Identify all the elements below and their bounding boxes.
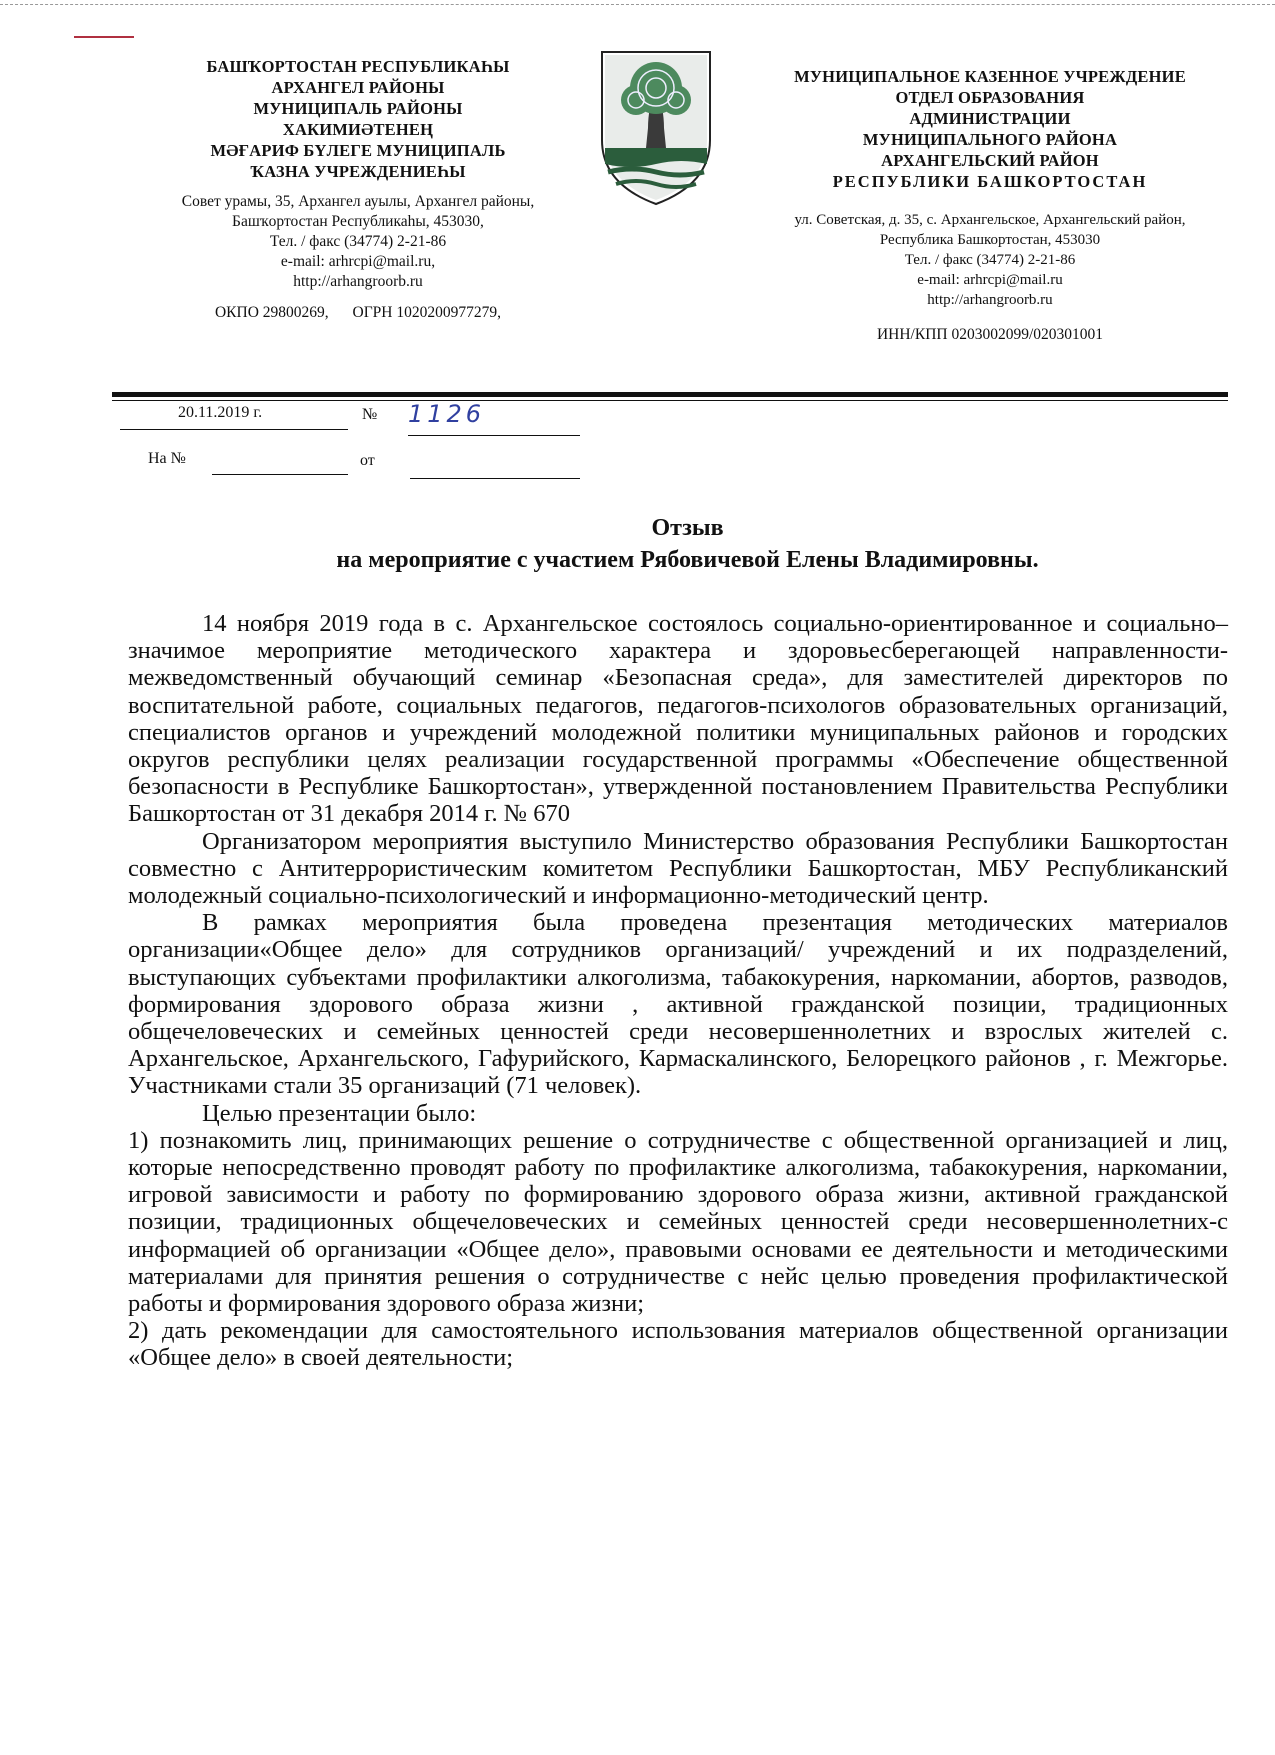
header-left-name-line: ХАКИМИӘТЕНЕҢ — [282, 120, 434, 139]
header-right-address-line: ул. Советская, д. 35, с. Архангельское, Архангельский район, — [794, 212, 1186, 228]
body-paragraph: В рамках мероприятия была проведена презентация методических материалов организации«Общее дело» для сотрудников организаций/ учреждений и их подразделений, выступающих субъектами профилактики алкоголизма, табакокурения, наркомании, абортов, разводов, формирования здорового образа жизни , активной гражданской позиции, традиционных общечеловеческих и семейных ценностей среди несовершеннолетних и взрослых жителей с. Архангельское, Архангельского, Гафурийского, Кармаскалинского, Белорецкого районов , г. Межгорье. Участниками стали 35 организаций (71 человек). — [128, 909, 1228, 1100]
reply-to-number-label: На № — [148, 450, 186, 467]
header-left-name-line: БАШҠОРТОСТАН РЕСПУБЛИКАҺЫ — [206, 57, 510, 76]
header-left-address — [128, 192, 588, 292]
document-title — [150, 512, 1225, 576]
header-separator-thick — [112, 392, 1228, 397]
body-paragraph: 14 ноября 2019 года в с. Архангельское состоялось социально-ориентированное и социально–значимое мероприятие методического характера и здоровьесберегающей направленности-межведомственный обучающий семинар «Безопасная среда», для заместителей директоров по воспитательной работе, социальных педагогов, педагогов-психологов образовательных организаций, специалистов органов и учреждений молодежной политики муниципальных районов и городских округов республики целях реализации государственной программы «Обеспечение общественной безопасности в Республике Башкортостан», утвержденной постановлением Правительства Республики Башкортостан от 31 декабря 2014 г. № 670 — [128, 610, 1228, 828]
scan-top-edge — [0, 4, 1275, 5]
title-line-2: на мероприятие с участием Рябовичевой Елены Владимировны. — [336, 547, 1039, 573]
header-left-block — [128, 56, 588, 322]
header-right-name-line: АДМИНИСТРАЦИИ — [909, 109, 1071, 128]
document-body — [128, 610, 1228, 1372]
header-right-website: http://arhangroorb.ru — [927, 292, 1053, 308]
body-list-item: 1) познакомить лиц, принимающих решение о сотрудничестве с общественной организацией и лиц, которые непосредственно проводят работу по профилактике алкоголизма, табакокурения, наркомании, игровой зависимости и работу по формированию здорового образа жизни, активной гражданской позиции, традиционных общечеловеческих и семейных ценностей среди несовершеннолетних-с информацией об организации «Общее дело», правовыми основами ее деятельности и методическими материалами для принятия решения о сотрудничестве с нейс целью проведения профилактической работы и формирования здорового образа жизни; — [128, 1126, 1228, 1318]
header-right-address — [740, 210, 1240, 310]
letter-number-handwritten: 1126 — [408, 400, 486, 428]
inn-kpp-code: ИНН/КПП 0203002099/020301001 — [876, 326, 1104, 343]
header-right-phone: Тел. / факс (34774) 2-21-86 — [904, 252, 1076, 268]
header-left-phone: Тел. / факс (34774) 2-21-86 — [269, 233, 447, 250]
header-left-address-line: Совет урамы, 35, Архангел ауылы, Архангел районы, — [181, 193, 535, 210]
body-paragraph: Целью презентации было: — [202, 1099, 477, 1127]
title-line-1: Отзыв — [651, 515, 724, 541]
header-right-name-line: РЕСПУБЛИКИ БАШКОРТОСТАН — [832, 172, 1148, 191]
header-left-address-line: Башҡортостан Республикаһы, 453030, — [232, 213, 484, 230]
ogrn-code: ОГРН 1020200977279, — [352, 304, 501, 321]
number-underline — [408, 435, 580, 436]
header-separator-thin — [112, 400, 1228, 401]
header-right-email: e-mail: arhrcpi@mail.ru — [917, 272, 1063, 288]
letter-number-label: № — [362, 406, 378, 423]
header-right-name-line: МУНИЦИПАЛЬНОГО РАЙОНА — [862, 130, 1118, 149]
header-left-codes — [128, 304, 588, 322]
header-right-name-line: МУНИЦИПАЛЬНОЕ КАЗЕННОЕ УЧРЕЖДЕНИЕ — [794, 67, 1186, 86]
district-coat-of-arms-icon — [596, 48, 716, 208]
reply-to-date-underline — [410, 478, 580, 479]
header-right-block — [740, 66, 1240, 344]
body-list-item: 2) дать рекомендации для самостоятельного использования материалов общественной организации «Общее дело» в своей деятельности; — [128, 1317, 1228, 1372]
date-underline — [120, 429, 348, 430]
header-right-name-line: АРХАНГЕЛЬСКИЙ РАЙОН — [881, 151, 1099, 170]
reply-to-number-underline — [212, 474, 348, 475]
scan-corner-mark — [74, 36, 134, 38]
body-paragraph: Организатором мероприятия выступило Министерство образования Республики Башкортостан совместно с Антитеррористическим комитетом Республики Башкортостан, МБУ Республиканский молодежный социально-психологический и информационно-методический центр. — [128, 827, 1228, 910]
header-right-name-line: ОТДЕЛ ОБРАЗОВАНИЯ — [895, 88, 1085, 107]
header-left-name-line: МУНИЦИПАЛЬ РАЙОНЫ — [253, 99, 463, 118]
header-left-name-line: ҠАЗНА УЧРЕЖДЕНИЕҺЫ — [250, 162, 466, 181]
header-left-name-line: АРХАНГЕЛ РАЙОНЫ — [271, 78, 445, 97]
header-left-email: e-mail: arhrcpi@mail.ru, — [280, 253, 436, 270]
okpo-code: ОКПО 29800269, — [214, 304, 329, 321]
header-left-website: http://arhangroorb.ru — [293, 273, 423, 290]
header-left-org-name — [128, 56, 588, 182]
reply-to-date-label: от — [360, 452, 375, 469]
letter-date: 20.11.2019 г. — [178, 404, 263, 421]
header-left-name-line: МӘҒАРИФ БҮЛЕГЕ МУНИЦИПАЛЬ — [210, 141, 506, 160]
header-right-address-line: Республика Башкортостан, 453030 — [879, 232, 1101, 248]
header-right-org-name — [740, 66, 1240, 192]
